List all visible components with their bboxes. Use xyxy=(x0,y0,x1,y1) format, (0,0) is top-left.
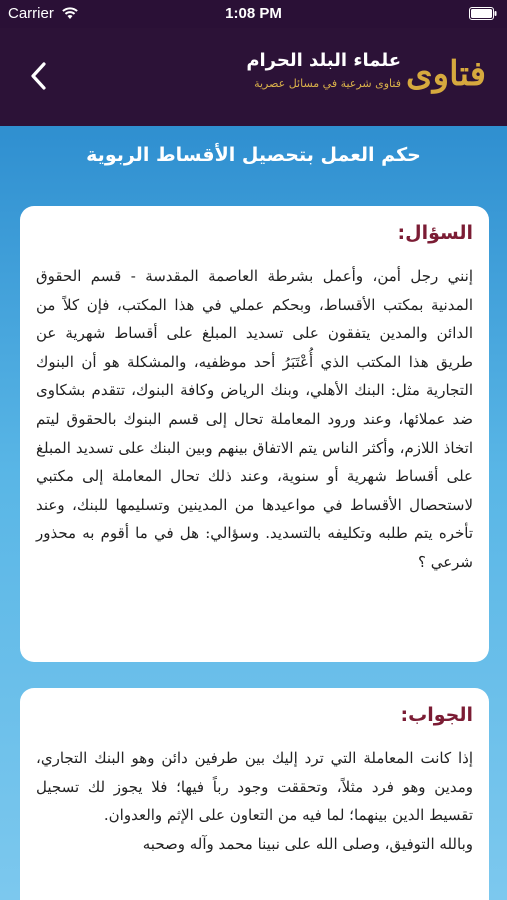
answer-body xyxy=(20,726,489,858)
question-card xyxy=(20,206,489,662)
question-heading: السؤال: xyxy=(397,222,473,244)
clock: 1:08 PM xyxy=(225,5,282,22)
page-title: حكم العمل بتحصيل الأقساط الربوية xyxy=(86,144,421,166)
app-header xyxy=(0,28,507,126)
app-subtitle: فتاوى شرعية في مسائل عصرية xyxy=(254,77,401,90)
battery-icon xyxy=(469,7,497,20)
carrier-label: Carrier xyxy=(8,5,54,22)
question-body: إنني رجل أمن، وأعمل بشرطة العاصمة المقدسة - قسم الحقوق المدنية بمكتب الأقساط، وبحكم عملي في هذا المكتب، فإن كلاً من الدائن والمدين يتفقون على تسديد المبلغ على أقساط شهرية عن طريق هذا المكتب الذي أُعْتَبَرُ أحد موظفيه، والمشكلة هو أن البنوك التجارية مثل: البنك الأهلي، وبنك الرياض وكافة البنوك، تتقدم بشكاوى ضد عملائها، وعند ورود المعاملة تحال إلى قسم البنوك بالحقوق ليتم اتخاذ اللازم، وأكثر الناس يتم الاتفاق بينهم وبين البنك على تسديد المبلغ على أقساط شهرية أو سنوية، وعند ذلك تحال المعاملة إلى مكتبي لاستحصال الأقساط في مواعيدها من المدينين وتسليمها للبنك، وعند تأخره يتم طلبه وتكليفه بالتسديد. وسؤالي: هل في ما أقوم به محذور شرعي ؟ xyxy=(36,267,473,571)
answer-card xyxy=(20,688,489,900)
status-bar xyxy=(0,0,507,28)
answer-heading: الجواب: xyxy=(400,704,473,726)
answer-text: إذا كانت المعاملة التي ترد إليك بين طرفين دائن وهو البنك التجاري، ومدين وهو فرد مثلاً، وتحققت وجود رباً فيها؛ فلا يجوز لك تسجيل تقسيط الدين بينهما؛ لما فيه من التعاون على الإثم والعدوان. xyxy=(36,749,473,825)
fatwa-content xyxy=(0,126,507,900)
answer-closing: وبالله التوفيق، وصلى الله على نبينا محمد وآله وصحبه xyxy=(142,834,473,853)
chevron-left-icon[interactable] xyxy=(28,60,50,92)
app-title: علماء البلد الحرام xyxy=(246,50,401,71)
app-logo: فتاوى xyxy=(406,54,486,94)
app-brand xyxy=(246,50,401,90)
